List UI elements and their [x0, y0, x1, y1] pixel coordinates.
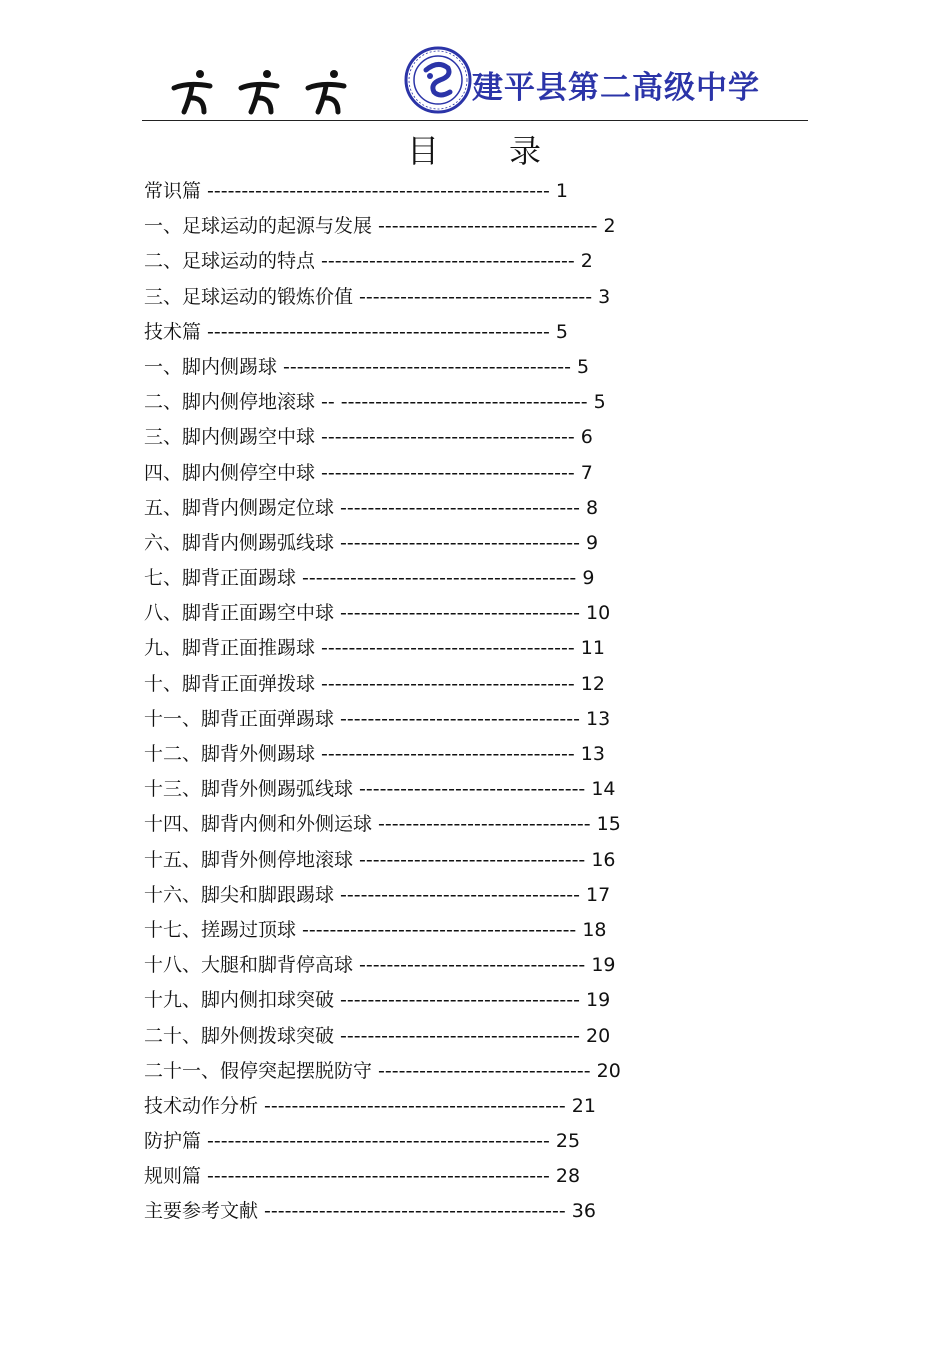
- toc-entry[interactable]: 三、足球运动的锻炼价值 ---------------------------------- 3: [144, 285, 611, 308]
- toc-entry[interactable]: 一、脚内侧踢球 ------------------------------------------ 5: [144, 355, 590, 378]
- toc-entry[interactable]: 十一、脚背正面弹踢球 ----------------------------------- 13: [144, 707, 611, 730]
- school-name: 建平县第二高级中学: [472, 70, 760, 106]
- toc-entry[interactable]: 二十一、假停突起摆脱防守 ------------------------------- 20: [144, 1059, 621, 1082]
- toc-entry[interactable]: 防护篇 -------------------------------------------------- 25: [144, 1130, 581, 1153]
- toc-entry[interactable]: 一、足球运动的起源与发展 -------------------------------- 2: [144, 215, 616, 238]
- runner-figures: [170, 68, 366, 122]
- toc-entry[interactable]: 四、脚内侧停空中球 ------------------------------------- 7: [144, 461, 593, 484]
- toc-entry[interactable]: 规则篇 -------------------------------------------------- 28: [144, 1165, 581, 1188]
- toc-entry[interactable]: 六、脚背内侧踢弧线球 ----------------------------------- 9: [144, 531, 599, 554]
- page-header: [142, 40, 808, 120]
- header-divider: [142, 120, 808, 121]
- toc-entry[interactable]: 十九、脚内侧扣球突破 ----------------------------------- 19: [144, 989, 611, 1012]
- toc-entry[interactable]: 十四、脚背内侧和外侧运球 ------------------------------- 15: [144, 813, 621, 836]
- toc-title-right: 录: [509, 132, 544, 170]
- toc-entry[interactable]: 二十、脚外侧拨球突破 ----------------------------------- 20: [144, 1024, 611, 1047]
- toc-entry[interactable]: 十三、脚背外侧踢弧线球 --------------------------------- 14: [144, 778, 616, 801]
- toc-entry[interactable]: 十七、搓踢过顶球 ---------------------------------------- 18: [144, 918, 607, 941]
- school-emblem-icon: [404, 46, 472, 114]
- toc-entry[interactable]: 技术动作分析 -------------------------------------------- 21: [144, 1094, 596, 1117]
- toc-title-left: 目: [406, 132, 441, 170]
- runner-figure-icon: [237, 68, 285, 118]
- toc-entry[interactable]: 十五、脚背外侧停地滚球 --------------------------------- 16: [144, 848, 616, 871]
- runner-figure-icon: [304, 68, 352, 118]
- toc-entry[interactable]: 十二、脚背外侧踢球 ------------------------------------- 13: [144, 743, 605, 765]
- toc-entry[interactable]: 三、脚内侧踢空中球 ------------------------------------- 6: [144, 426, 593, 449]
- toc-entry[interactable]: 二、脚内侧停地滚球 -- ------------------------------------ 5: [144, 391, 606, 414]
- toc-entry[interactable]: 二、足球运动的特点 ------------------------------------- 2: [144, 250, 593, 273]
- toc-entry[interactable]: 常识篇 -------------------------------------------------- 1: [144, 180, 568, 202]
- toc-entry[interactable]: 十、脚背正面弹拨球 ------------------------------------- 12: [144, 672, 605, 695]
- toc-entry[interactable]: 七、脚背正面踢球 ---------------------------------------- 9: [144, 567, 595, 590]
- toc-entry[interactable]: 技术篇 -------------------------------------------------- 5: [144, 320, 568, 343]
- toc-entry[interactable]: 主要参考文献 -------------------------------------------- 36: [144, 1200, 596, 1223]
- runner-figure-icon: [170, 68, 218, 118]
- toc-entry[interactable]: 十六、脚尖和脚跟踢球 ----------------------------------- 17: [144, 883, 611, 906]
- toc-title: [0, 126, 950, 172]
- toc-entry[interactable]: 八、脚背正面踢空中球 ----------------------------------- 10: [144, 602, 611, 625]
- toc-entry[interactable]: 五、脚背内侧踢定位球 ----------------------------------- 8: [144, 496, 599, 519]
- toc-entry[interactable]: 九、脚背正面推踢球 ------------------------------------- 11: [144, 637, 605, 660]
- toc-list: [144, 174, 784, 1230]
- toc-entry[interactable]: 十八、大腿和脚背停高球 --------------------------------- 19: [144, 954, 616, 977]
